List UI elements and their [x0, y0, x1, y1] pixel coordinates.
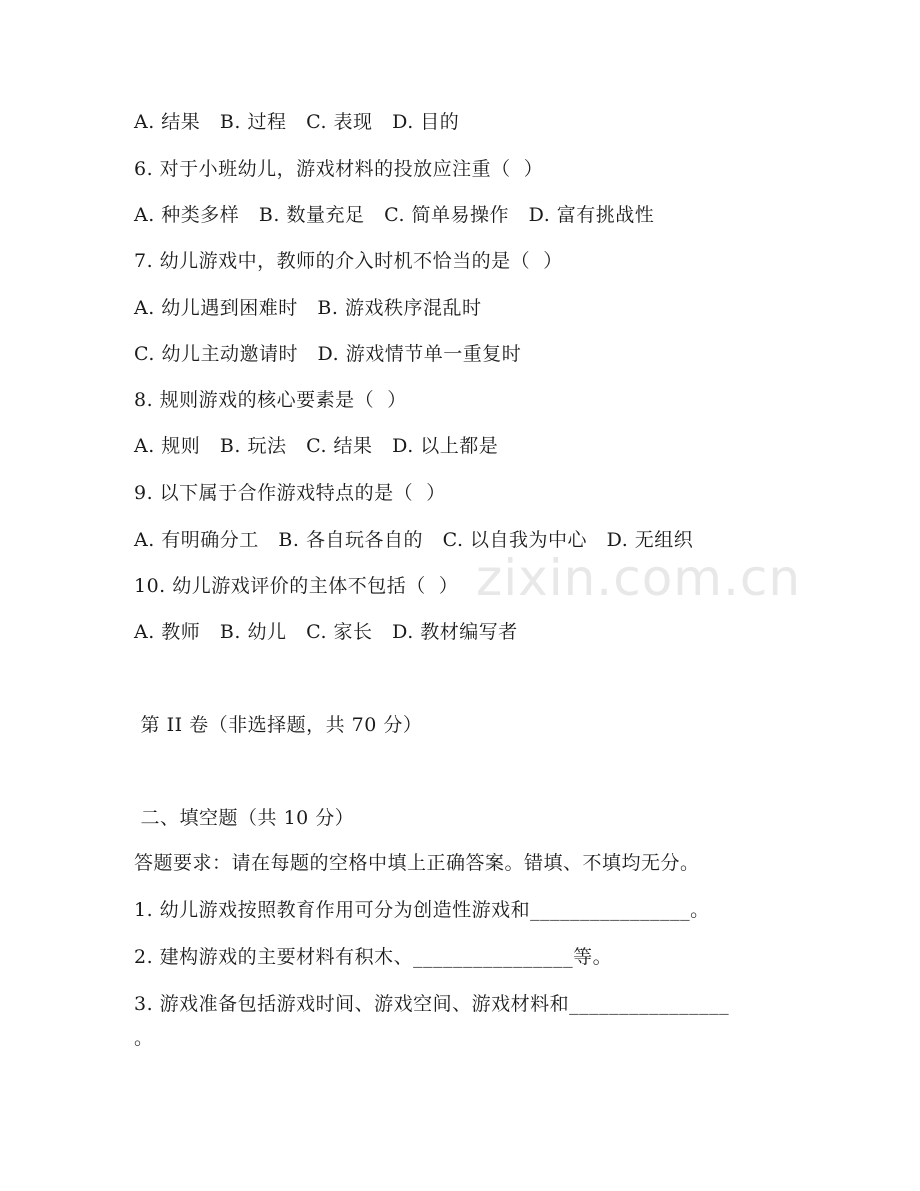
- q10-options: A. 教师 B. 幼儿 C. 家长 D. 教材编写者: [134, 621, 518, 643]
- q10-question: 10. 幼儿游戏评价的主体不包括（ ）: [134, 575, 459, 597]
- q6-options: A. 种类多样 B. 数量充足 C. 简单易操作 D. 富有挑战性: [134, 204, 655, 226]
- fill-q3: 3. 游戏准备包括游戏时间、游戏空间、游戏材料和________________: [134, 993, 730, 1015]
- q7-question: 7. 幼儿游戏中，教师的介入时机不恰当的是（ ）: [134, 250, 563, 272]
- fill-q3-end: 。: [134, 1027, 154, 1049]
- q9-options: A. 有明确分工 B. 各自玩各自的 C. 以自我为中心 D. 无组织: [134, 529, 694, 551]
- q9-question: 9. 以下属于合作游戏特点的是（ ）: [134, 482, 446, 504]
- watermark: zixin.com.cn: [476, 549, 802, 607]
- section-heading-volume-2: 第 II 卷（非选择题，共 70 分）: [134, 714, 423, 736]
- q6-question: 6. 对于小班幼儿，游戏材料的投放应注重（ ）: [134, 158, 544, 180]
- q8-question: 8. 规则游戏的核心要素是（ ）: [134, 389, 407, 411]
- fill-q2: 2. 建构游戏的主要材料有积木、________________等。: [134, 946, 613, 968]
- q5-options: A. 结果 B. 过程 C. 表现 D. 目的: [134, 111, 460, 133]
- q7-options-ab: A. 幼儿遇到困难时 B. 游戏秩序混乱时: [134, 297, 482, 319]
- fill-q1: 1. 幼儿游戏按照教育作用可分为创造性游戏和________________。: [134, 899, 710, 921]
- section-heading-fill-blank: 二、填空题（共 10 分）: [134, 807, 355, 829]
- q8-options: A. 规则 B. 玩法 C. 结果 D. 以上都是: [134, 435, 499, 457]
- q7-options-cd: C. 幼儿主动邀请时 D. 游戏情节单一重复时: [134, 343, 522, 365]
- answer-instructions: 答题要求：请在每题的空格中填上正确答案。错填、不填均无分。: [134, 852, 700, 874]
